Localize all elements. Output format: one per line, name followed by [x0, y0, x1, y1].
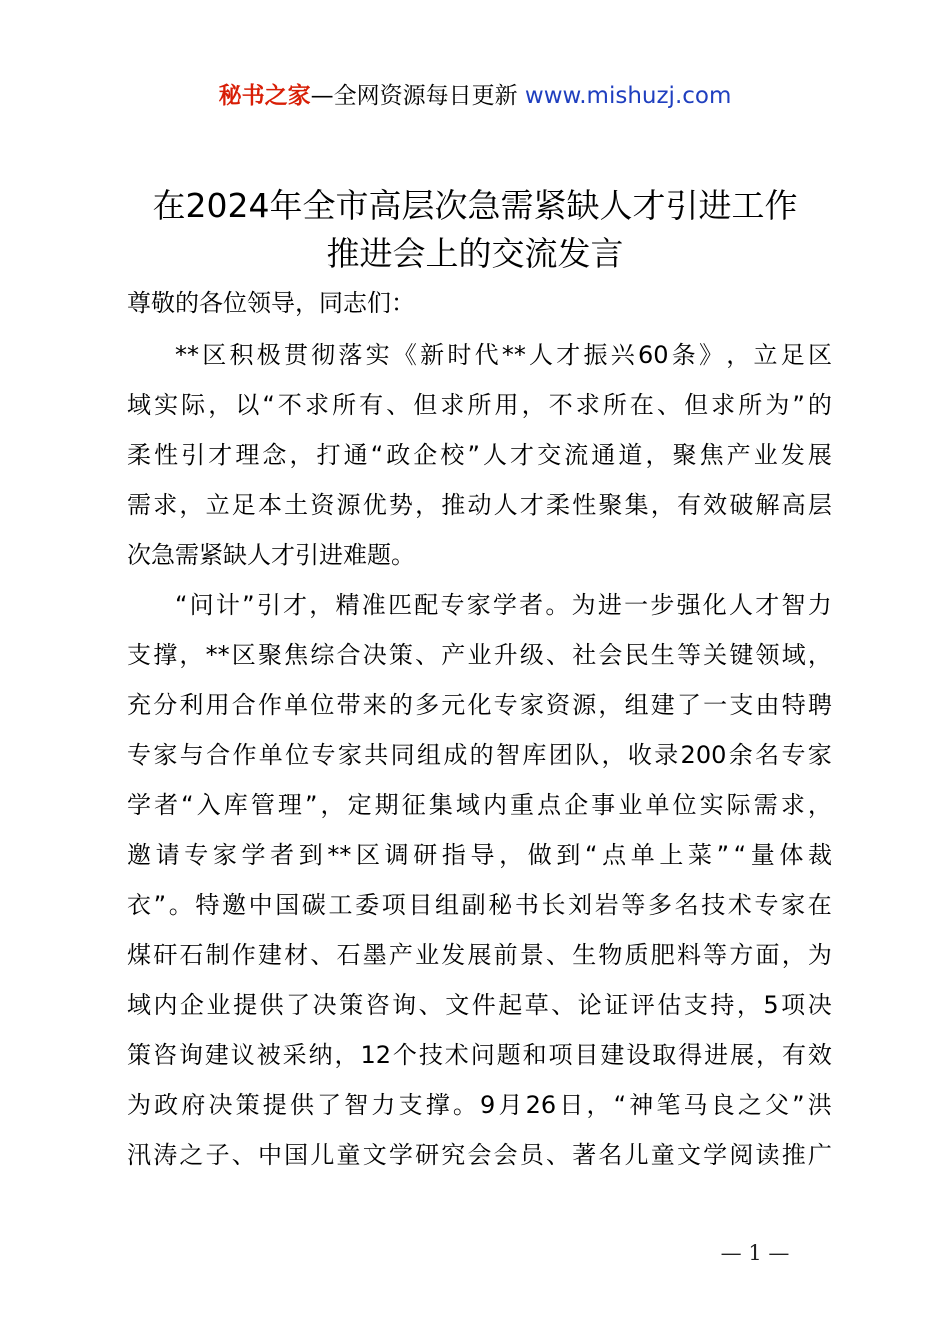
paragraph-line: ** 区 积 极 贯 彻 落 实 《 新 时 代 ** 人 才 振 兴 60 条 》 ， 立 足 区 [175, 341, 832, 369]
salutation: 尊敬的各位领导，同志们： [127, 289, 415, 317]
paragraph-line: 邀 请 专 家 学 者 到 ** 区 调 研 指 导 ， 做 到 “ 点 单 上 菜 ” “ 量 体 裁 [127, 841, 832, 869]
site-url[interactable]: www.mishuzj.com [524, 83, 732, 109]
paragraph-line: 支 撑 ， ** 区 聚 焦 综 合 决 策 、 产 业 升 级 、 社 会 民 生 等 关 键 领 域 ， [127, 641, 832, 669]
title-line-2: 推进会上的交流发言 [326, 234, 624, 273]
paragraph-line: 煤 矸 石 制 作 建 材 、 石 墨 产 业 发 展 前 景 、 生 物 质 肥 料 等 方 面 ， 为 [127, 941, 832, 969]
paragraph-2 [127, 580, 832, 1180]
site-banner [0, 80, 950, 112]
paragraph-line: 域 内 企 业 提 供 了 决 策 咨 询 、 文 件 起 草 、 论 证 评 估 支 持 ， 5 项 决 [127, 991, 832, 1019]
paragraph-line: 充 分 利 用 合 作 单 位 带 来 的 多 元 化 专 家 资 源 ， 组 建 了 一 支 由 特 聘 [127, 691, 832, 719]
paragraph-line: 学 者 “ 入 库 管 理 ” ， 定 期 征 集 域 内 重 点 企 事 业 单 位 实 际 需 求 ， [127, 791, 832, 819]
site-tagline: —全网资源每日更新 [310, 83, 518, 109]
paragraph-line: 衣 ” 。 特 邀 中 国 碳 工 委 项 目 组 副 秘 书 长 刘 岩 等 多 名 技 术 专 家 在 [127, 891, 832, 919]
paragraph-line: 为 政 府 决 策 提 供 了 智 力 支 撑 。 9 月 26 日 ， “ 神 笔 马 良 之 父 ” 洪 [127, 1091, 832, 1119]
site-brand: 秘书之家 [218, 83, 311, 109]
document-title [100, 182, 850, 278]
paragraph-line: 域 实 际 ， 以 “ 不 求 所 有 、 但 求 所 用 ， 不 求 所 在 、 但 求 所 为 ” 的 [127, 391, 832, 419]
paragraph-line: 汛 涛 之 子 、 中 国 儿 童 文 学 研 究 会 会 员 、 著 名 儿 童 文 学 阅 读 推 广 [127, 1141, 832, 1169]
paragraph-line: 策 咨 询 建 议 被 采 纳 ， 12 个 技 术 问 题 和 项 目 建 设 取 得 进 展 ， 有 效 [127, 1041, 832, 1069]
title-line-1: 在2024年全市高层次急需紧缺人才引进工作 [152, 186, 798, 225]
paragraph-line: 需 求 ， 立 足 本 土 资 源 优 势 ， 推 动 人 才 柔 性 聚 集 ， 有 效 破 解 高 层 [127, 491, 832, 519]
page-number: — 1 — [720, 1241, 790, 1265]
paragraph-1 [127, 330, 832, 580]
paragraph-line: 柔 性 引 才 理 念 ， 打 通 “ 政 企 校 ” 人 才 交 流 通 道 ， 聚 焦 产 业 发 展 [127, 441, 832, 469]
paragraph-line: “ 问 计 ” 引 才 ， 精 准 匹 配 专 家 学 者 。 为 进 一 步 强 化 人 才 智 力 [175, 591, 832, 619]
paragraph-line: 专 家 与 合 作 单 位 专 家 共 同 组 成 的 智 库 团 队 ， 收 录 200 余 名 专 家 [127, 741, 832, 769]
paragraph-line: 次急需紧缺人才引进难题。 [127, 541, 415, 569]
